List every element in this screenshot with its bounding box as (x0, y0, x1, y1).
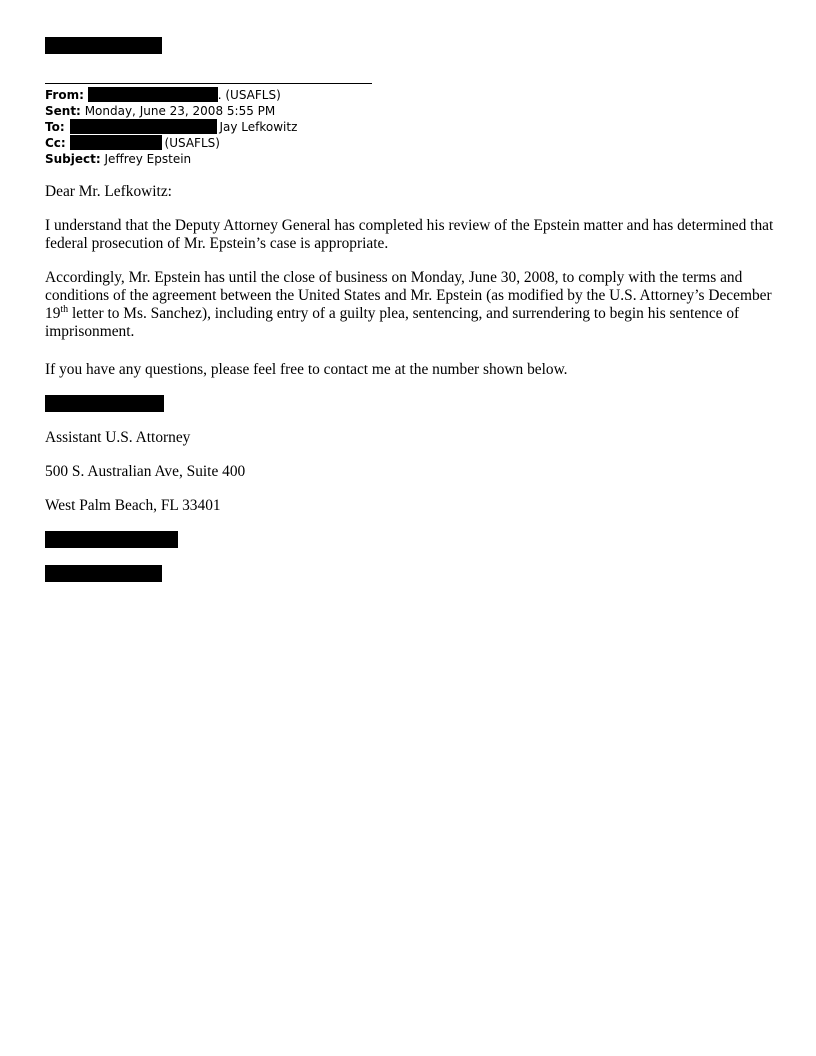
sent-line (45, 103, 275, 119)
subject-value: Jeffrey Epstein (104, 152, 192, 166)
subject-line (45, 151, 191, 167)
from-suffix: . (USAFLS) (217, 88, 281, 102)
paragraph-2-superscript: th (60, 304, 69, 315)
email-header-rule (45, 83, 372, 84)
salutation: Dear Mr. Lefkowitz: (45, 183, 172, 200)
paragraph-2 (45, 269, 775, 341)
redaction-contact-2 (45, 565, 162, 582)
from-label: From: (45, 88, 84, 102)
paragraph-1: I understand that the Deputy Attorney General has completed his review of the Epstein matter and has determined that federal prosecution of Mr. Epstein’s case is appropriate. (45, 217, 774, 252)
redaction-top (45, 37, 162, 54)
redaction-from (88, 87, 218, 102)
redaction-to (70, 119, 217, 134)
subject-label: Subject: (45, 152, 101, 166)
paragraph-2-text-b: letter to Ms. Sanchez), including entry of a guilty plea, sentencing, and surrendering to begin his sentence of imprisonment. (45, 305, 740, 340)
paragraph-3: If you have any questions, please feel free to contact me at the number shown below. (45, 361, 568, 378)
cc-suffix: (USAFLS) (164, 136, 220, 150)
signature-title: Assistant U.S. Attorney (45, 429, 191, 446)
to-label: To: (45, 120, 65, 134)
to-suffix: Jay Lefkowitz (219, 120, 298, 134)
signature-address-1: 500 S. Australian Ave, Suite 400 (45, 463, 246, 480)
redaction-cc (70, 135, 162, 150)
redaction-signature-name (45, 395, 164, 412)
cc-label: Cc: (45, 136, 66, 150)
sent-label: Sent: (45, 104, 81, 118)
redaction-contact-1 (45, 531, 178, 548)
signature-address-2: West Palm Beach, FL 33401 (45, 497, 221, 514)
sent-value: Monday, June 23, 2008 5:55 PM (84, 104, 276, 118)
paragraph-2-text-a: Accordingly, Mr. Epstein has until the close of business on Monday, June 30, 2008, to comply with the terms and conditions of the agreement between the United States and Mr. Epstein (as modified by the U.S. Attorney’s December 19 (45, 269, 772, 322)
